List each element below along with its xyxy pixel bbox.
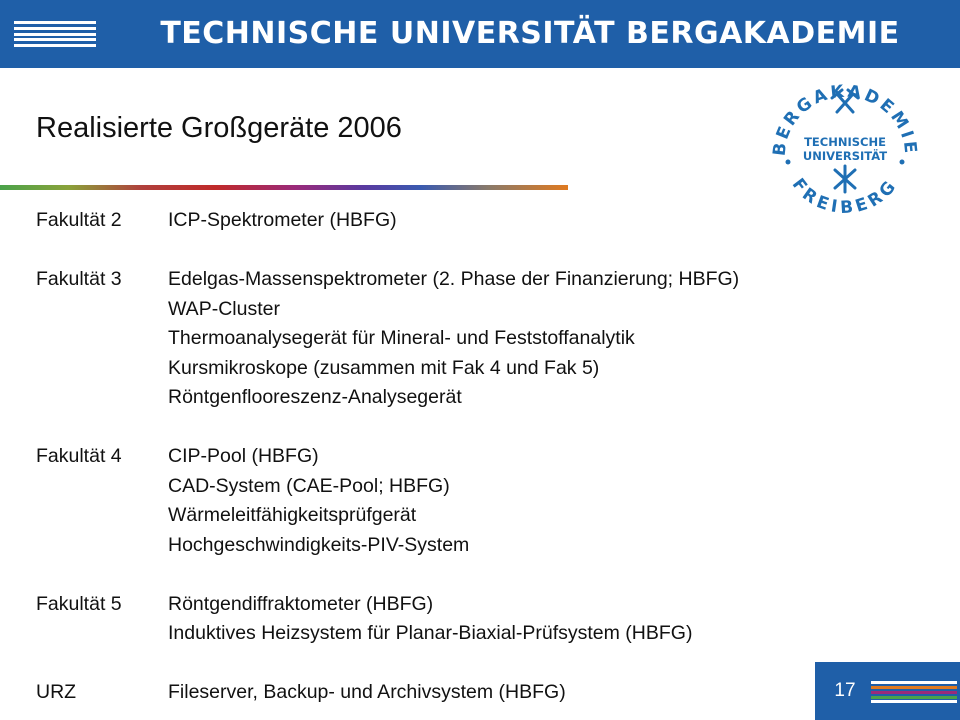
seal-top-arc-text: BERGAKADEMIE — [769, 81, 921, 157]
faculty-group — [36, 590, 896, 649]
equipment-item: WAP-Cluster — [168, 297, 280, 320]
crossed-tools-icon — [835, 166, 855, 192]
faculty-label: Fakultät 2 — [36, 209, 122, 231]
equipment-item: Edelgas-Massenspektrometer (2. Phase der Finanzierung; HBFG) — [168, 268, 740, 290]
faculty-group — [36, 265, 896, 413]
page-lines-decoration — [871, 681, 957, 703]
faculty-label: URZ — [36, 681, 77, 703]
equipment-item: Thermoanalysegerät für Mineral- und Feststoffanalytik — [168, 327, 635, 349]
seal-bottom-arc-text: FREIBERG — [787, 174, 903, 219]
equipment-item: Kursmikroskope (zusammen mit Fak 4 und Fak 5) — [168, 356, 600, 379]
slide-title: Realisierte Großgeräte 2006 — [36, 112, 402, 144]
equipment-item: Hochgeschwindigkeits-PIV-System — [168, 533, 470, 556]
page-number-box — [815, 662, 960, 720]
equipment-item: Fileserver, Backup- und Archivsystem (HBFG) — [168, 681, 566, 703]
header-bar — [0, 0, 960, 119]
equipment-item: Induktives Heizsystem für Planar-Biaxial-Prüfsystem (HBFG) — [168, 622, 693, 644]
page-number: 17 — [834, 680, 856, 701]
seal-line-1: TECHNISCHE — [804, 135, 886, 149]
equipment-item: Röntgendiffraktometer (HBFG) — [168, 592, 434, 615]
faculty-group — [36, 442, 896, 560]
rainbow-divider — [0, 185, 568, 190]
university-name: TECHNISCHE UNIVERSITÄT BERGAKADEMIE FREIBERG — [160, 16, 900, 119]
faculty-group — [36, 206, 896, 236]
equipment-item: ICP-Spektrometer (HBFG) — [168, 209, 397, 231]
equipment-item: Wärmeleitfähigkeitsprüfgerät — [168, 504, 417, 526]
equipment-item: CIP-Pool (HBFG) — [168, 445, 319, 467]
equipment-item: Röntgenflooreszenz-Analysegerät — [168, 386, 462, 408]
seal-line-2: UNIVERSITÄT — [802, 149, 888, 163]
header-lines-decoration — [14, 21, 96, 47]
faculty-group — [36, 678, 896, 708]
faculty-label: Fakultät 3 — [36, 268, 122, 290]
faculty-label: Fakultät 5 — [36, 592, 122, 615]
equipment-list — [36, 206, 896, 720]
equipment-item: CAD-System (CAE-Pool; HBFG) — [168, 474, 450, 497]
faculty-label: Fakultät 4 — [36, 445, 122, 467]
